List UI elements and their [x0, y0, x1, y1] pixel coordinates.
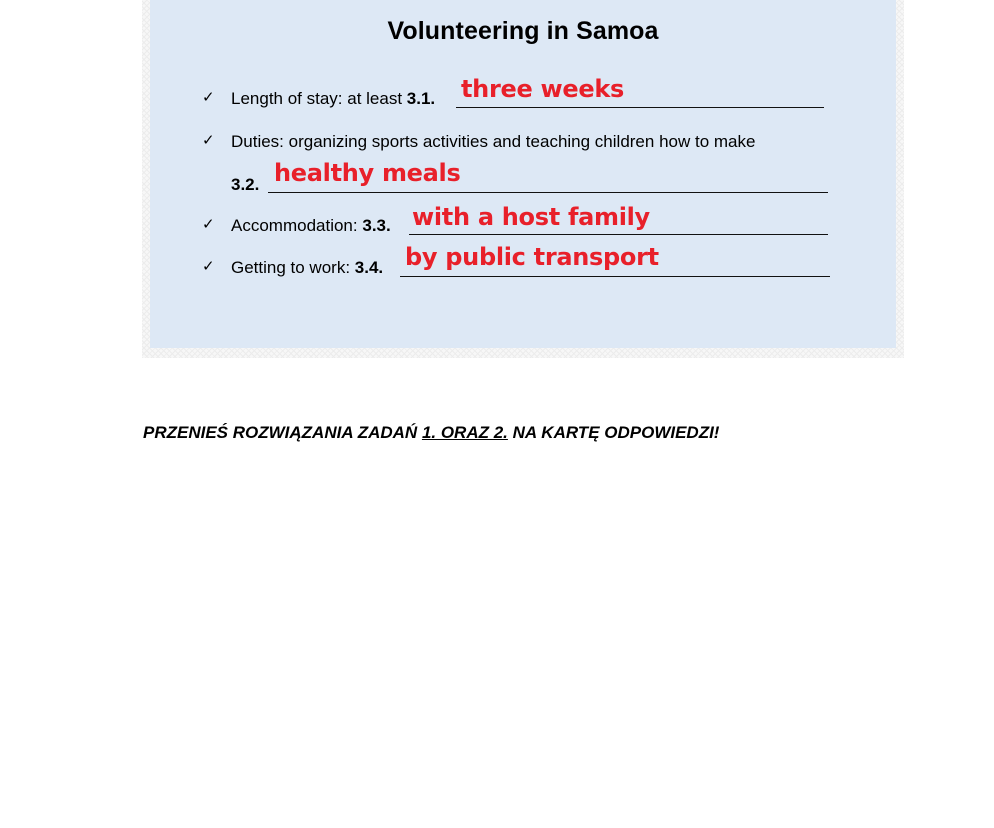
- item-getting-to-work: [231, 258, 383, 278]
- answer-line-3-4: [400, 276, 830, 277]
- item-length-of-stay: [231, 89, 435, 109]
- answer-line-3-2: [268, 192, 828, 193]
- answer-3-2[interactable]: healthy meals: [274, 159, 461, 187]
- instruction-tasks: 1. ORAZ 2.: [421, 423, 508, 442]
- task-box: [150, 0, 896, 348]
- answer-3-1[interactable]: three weeks: [461, 75, 624, 103]
- check-mark-icon: ✓: [202, 257, 215, 275]
- item-label: Length of stay: at least: [231, 89, 403, 108]
- answer-line-3-1: [456, 107, 824, 108]
- check-mark-icon: ✓: [202, 88, 215, 106]
- item-label: Duties: organizing sports activities and teaching children how to make: [231, 132, 756, 151]
- item-number: 3.2.: [231, 175, 260, 194]
- transfer-instruction: [143, 423, 719, 443]
- item-number: 3.1.: [406, 89, 436, 108]
- item-number: 3.4.: [354, 258, 384, 277]
- item-duties: [231, 132, 755, 152]
- answer-3-3[interactable]: with a host family: [412, 203, 650, 231]
- task-box-frame: [142, 0, 904, 358]
- instruction-prefix: PRZENIEŚ ROZWIĄZANIA ZADAŃ: [143, 423, 418, 442]
- item-number: 3.3.: [362, 216, 391, 235]
- item-accommodation: [231, 216, 391, 236]
- item-label: Getting to work:: [231, 258, 351, 277]
- answer-3-4[interactable]: by public transport: [405, 243, 659, 271]
- item-label: Accommodation:: [231, 216, 358, 235]
- answer-line-3-3: [409, 234, 828, 235]
- item-duties-number: [231, 175, 259, 195]
- instruction-suffix: NA KARTĘ ODPOWIEDZI!: [512, 423, 720, 442]
- worksheet-title: Volunteering in Samoa: [387, 17, 659, 45]
- check-mark-icon: ✓: [202, 215, 215, 233]
- check-mark-icon: ✓: [202, 131, 215, 149]
